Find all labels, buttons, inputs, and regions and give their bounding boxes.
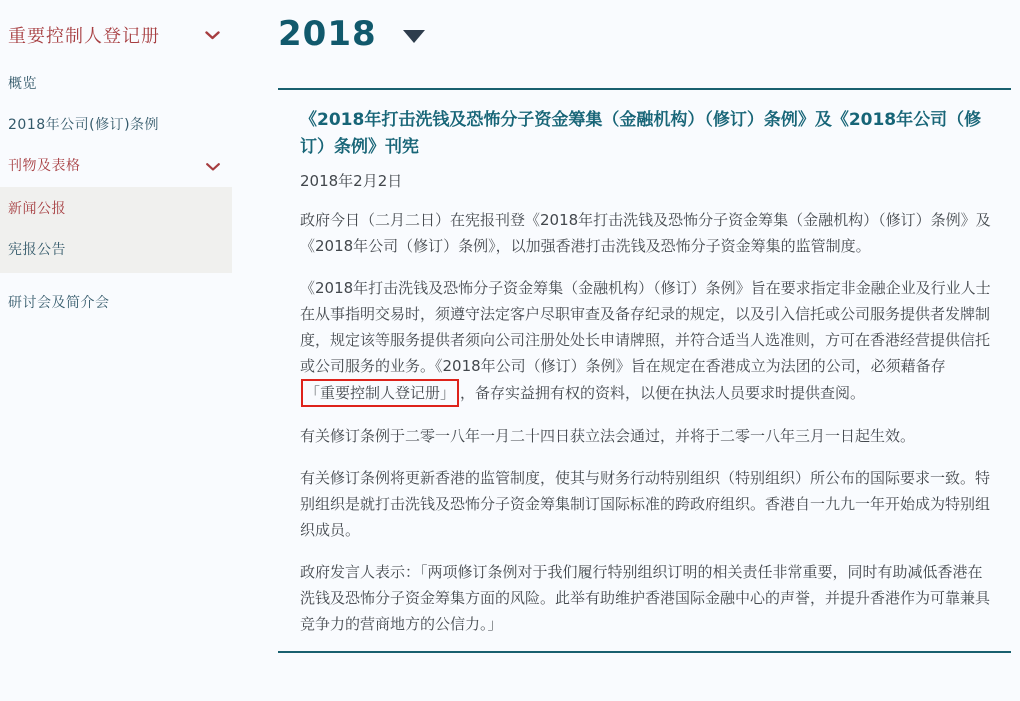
paragraph-text: ，备存实益拥有权的资料，以便在执法人员要求时提供查阅。: [460, 384, 866, 402]
sidebar-item-companies-amendment-ordinance[interactable]: [8, 105, 232, 146]
main-content: [232, 0, 1020, 701]
sidebar-item-press-releases[interactable]: [8, 189, 232, 230]
news-article: [278, 90, 1011, 637]
sidebar-item-label: 概览: [8, 76, 37, 92]
sidebar-item-label: 宪报公告: [8, 242, 66, 258]
sidebar-title: 重要控制人登记册: [8, 26, 160, 47]
chevron-down-icon: [205, 31, 220, 40]
red-highlight-box: 「重要控制人登记册」: [301, 379, 459, 407]
year-selector-dropdown[interactable]: [278, 16, 1011, 52]
paragraph-text: 《2018年打击洗钱及恐怖分子资金筹集（金融机构）（修订）条例》旨在要求指定非金融企业及行业人士在从事指明交易时，须遵守法定客户尽职审查及备存纪录的规定，以及引入信托或公司服务提供者发牌制度，规定该等服务提供者须向公司注册处处长申请牌照，并符合适当人选准则，方可在香港经营提供信托或公司服务的业务。《2018年公司（修订）条例》旨在规定在香港成立为法团的公司，必须藉备存: [300, 279, 991, 375]
sidebar-section-header[interactable]: [8, 20, 232, 64]
sidebar-item-label: 刊物及表格: [8, 158, 81, 174]
year-heading: 2018: [278, 14, 377, 54]
sidebar-submenu: [0, 187, 232, 273]
sidebar-item-label: 2018年公司(修订)条例: [8, 117, 160, 133]
article-paragraph-4: 有关修订条例将更新香港的监管制度，使其与财务行动特别组织（特别组织）所公布的国际要求一致。特别组织是就打击洗钱及恐怖分子资金筹集制订国际标准的跨政府组织。香港自一九九一年开始成为特别组织成员。: [300, 469, 991, 539]
sidebar-nav: [8, 64, 232, 324]
chevron-down-icon: [206, 163, 220, 171]
sidebar-item-seminars-briefings[interactable]: [8, 283, 232, 324]
sidebar-item-overview[interactable]: [8, 64, 232, 105]
article-paragraph-5: 政府发言人表示：「两项修订条例对于我们履行特别组织订明的相关责任非常重要，同时有助减低香港在洗钱及恐怖分子资金筹集方面的风险。此举有助维护香港国际金融中心的声誉，并提升香港作为可靠兼具竞争力的营商地方的公信力。」: [300, 563, 991, 633]
sidebar-item-label: 研讨会及简介会: [8, 295, 110, 311]
article-paragraph-2: [300, 275, 991, 407]
article-paragraph-3: 有关修订条例于二零一八年一月二十四日获立法会通过，并将于二零一八年三月一日起生效。: [300, 427, 916, 445]
article-paragraph-1: 政府今日（二月二日）在宪报刊登《2018年打击洗钱及恐怖分子资金筹集（金融机构）（修订）条例》及《2018年公司（修订）条例》，以加强香港打击洗钱及恐怖分子资金筹集的监管制度。: [300, 211, 991, 255]
article-date: 2018年2月2日: [300, 172, 403, 190]
bottom-divider: [278, 651, 1011, 653]
sidebar-item-gazette-notices[interactable]: [8, 230, 232, 271]
sidebar-item-publications-and-forms[interactable]: [8, 146, 232, 187]
sidebar: [0, 0, 232, 701]
triangle-down-icon: [403, 30, 425, 43]
sidebar-item-label: 新闻公报: [8, 201, 66, 217]
article-title-link[interactable]: 《2018年打击洗钱及恐怖分子资金筹集（金融机构）（修订）条例》及《2018年公司（修订）条例》刊宪: [300, 110, 982, 157]
